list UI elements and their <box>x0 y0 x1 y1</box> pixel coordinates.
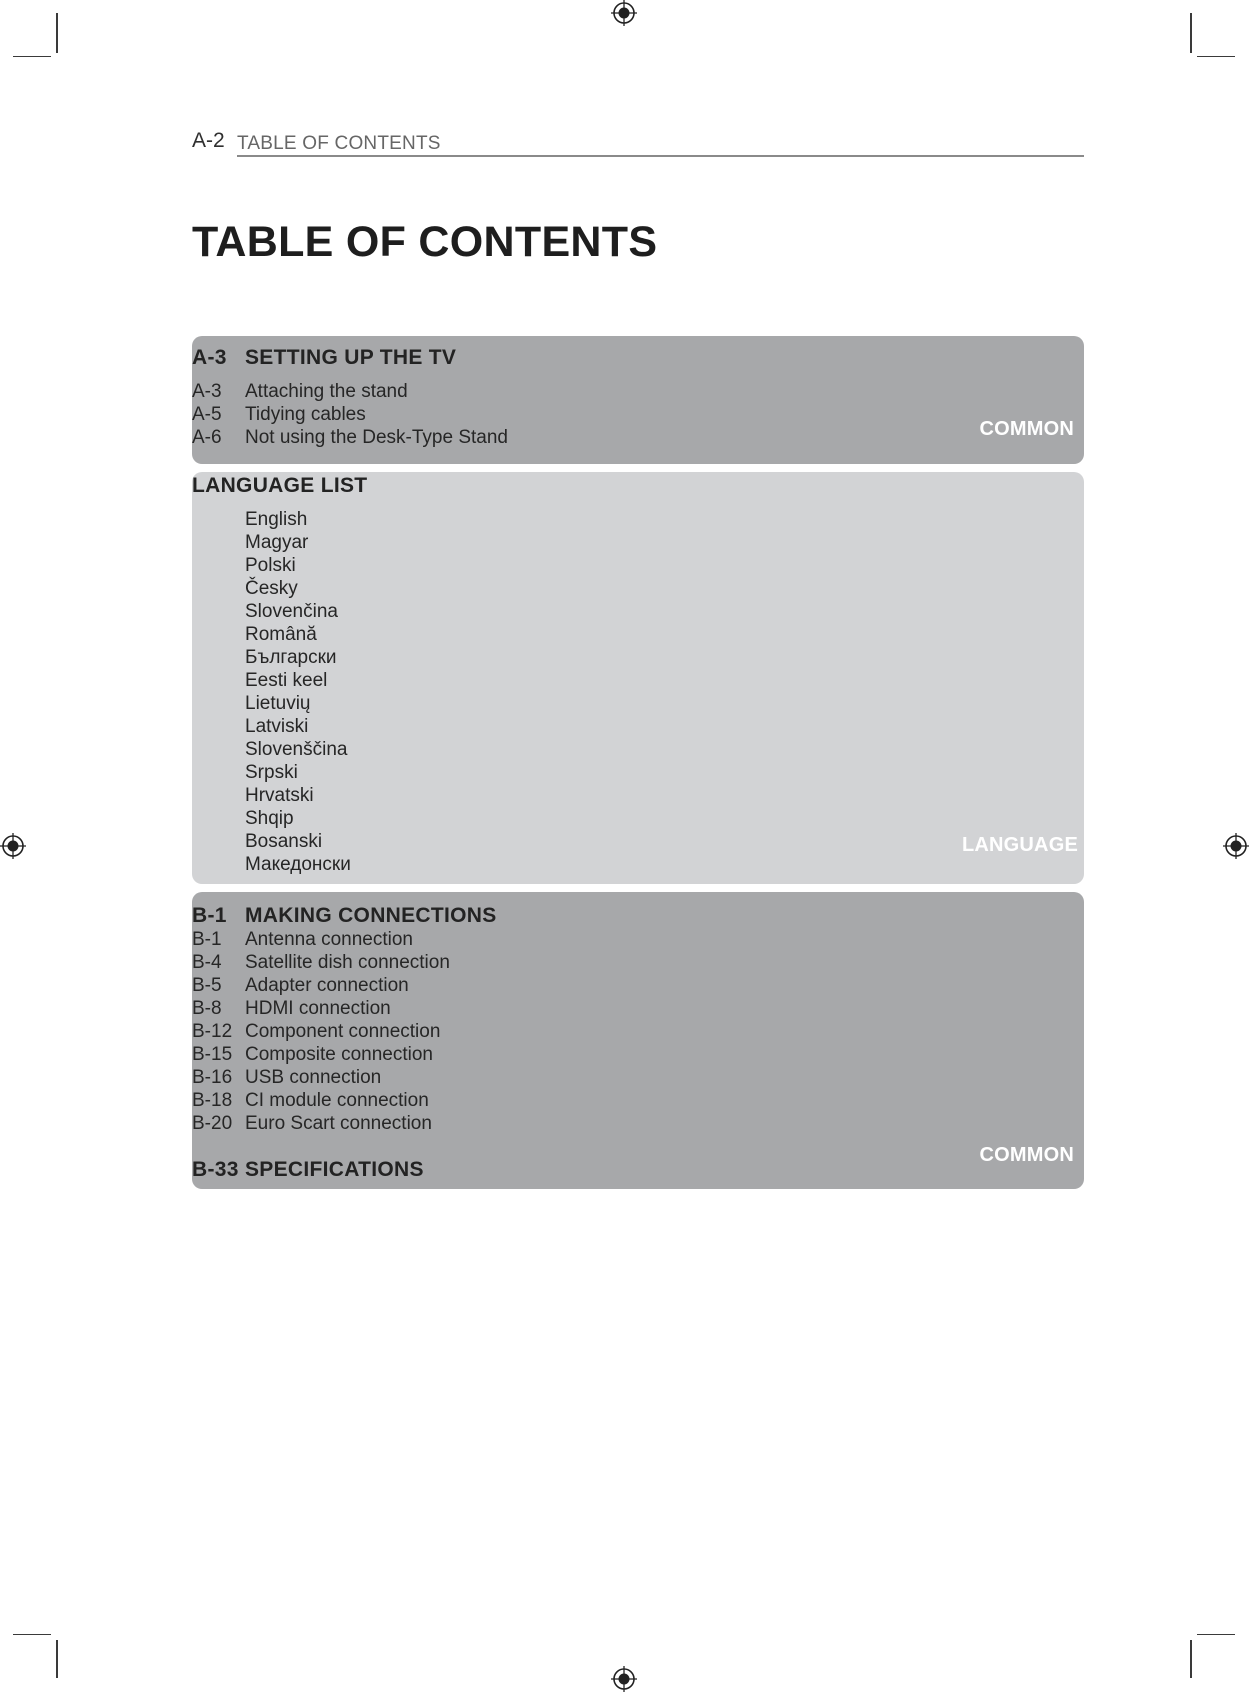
crop-mark <box>1190 13 1192 53</box>
crop-mark <box>1197 56 1235 57</box>
language-name: English <box>245 509 308 530</box>
toc-entry-page: B-15 <box>192 1044 233 1065</box>
toc-entry-text: Satellite dish connection <box>245 952 450 973</box>
language-name: Srpski <box>245 762 298 783</box>
toc-entry-text: Component connection <box>245 1021 441 1042</box>
toc-entry-page: B-20 <box>192 1113 233 1134</box>
toc-entry-page: A-5 <box>192 404 222 425</box>
section-tag: LANGUAGE <box>961 834 1078 856</box>
language-name: Bosanski <box>245 831 323 852</box>
language-name: Hrvatski <box>245 785 314 806</box>
toc-entry-page: B-1 <box>192 929 222 950</box>
crop-mark <box>1197 1634 1235 1635</box>
language-name: Română <box>245 624 317 645</box>
language-name: Slovenščina <box>245 739 348 760</box>
header-title: TABLE OF CONTENTS <box>237 133 441 154</box>
header-page-number: A-2 <box>192 129 225 152</box>
crop-mark <box>56 13 58 53</box>
language-name: Slovenčina <box>245 601 338 622</box>
page-title: TABLE OF CONTENTS <box>192 218 658 266</box>
toc-entry-text: CI module connection <box>245 1090 429 1111</box>
toc-entry-text: Composite connection <box>245 1044 433 1065</box>
language-name: Magyar <box>245 532 309 553</box>
toc-entry-page: B-12 <box>192 1021 233 1042</box>
crop-mark <box>13 56 51 57</box>
section-language-list <box>192 472 1084 884</box>
registration-mark-icon <box>0 833 26 859</box>
crop-mark <box>56 1640 58 1678</box>
registration-mark-icon <box>611 1666 637 1692</box>
section-heading-page: B-1 <box>192 904 227 927</box>
toc-entry-text: Euro Scart connection <box>245 1113 432 1134</box>
language-name: Македонски <box>245 854 351 875</box>
toc-entry-text: Tidying cables <box>245 404 366 425</box>
toc-entry-text: Antenna connection <box>245 929 413 950</box>
crop-mark <box>13 1634 51 1635</box>
section-footer-page: B-33 <box>192 1158 239 1181</box>
section-tag: COMMON <box>979 1144 1074 1166</box>
section-heading-page: A-3 <box>192 346 227 369</box>
header-rule <box>237 155 1084 157</box>
language-name: Česky <box>245 578 298 599</box>
toc-entry-page: B-8 <box>192 998 222 1019</box>
toc-entry-text: Not using the Desk-Type Stand <box>245 427 508 448</box>
language-name: Polski <box>245 555 296 576</box>
toc-entry-page: B-18 <box>192 1090 233 1111</box>
language-name: Lietuvių <box>245 693 311 714</box>
language-name: Eesti keel <box>245 670 328 691</box>
language-name: Български <box>245 647 337 668</box>
section-making-connections <box>192 892 1084 1189</box>
registration-mark-icon <box>1223 833 1249 859</box>
section-footer-text: SPECIFICATIONS <box>245 1158 424 1181</box>
language-name: Latviski <box>245 716 309 737</box>
language-name: Shqip <box>245 808 294 829</box>
toc-entry-page: B-16 <box>192 1067 233 1088</box>
toc-entry-text: HDMI connection <box>245 998 391 1019</box>
toc-entry-text: Attaching the stand <box>245 381 408 402</box>
section-setting-up-tv <box>192 336 1084 464</box>
toc-entry-text: USB connection <box>245 1067 382 1088</box>
crop-mark <box>1190 1640 1192 1678</box>
section-heading-text: MAKING CONNECTIONS <box>245 904 497 927</box>
toc-entry-page: A-3 <box>192 381 222 402</box>
section-tag: COMMON <box>979 418 1074 440</box>
section-heading-text: SETTING UP THE TV <box>245 346 457 369</box>
toc-entry-text: Adapter connection <box>245 975 409 996</box>
section-heading-text: LANGUAGE LIST <box>192 474 368 497</box>
toc-entry-page: B-4 <box>192 952 222 973</box>
registration-mark-icon <box>611 0 637 26</box>
toc-entry-page: B-5 <box>192 975 222 996</box>
toc-entry-page: A-6 <box>192 427 222 448</box>
